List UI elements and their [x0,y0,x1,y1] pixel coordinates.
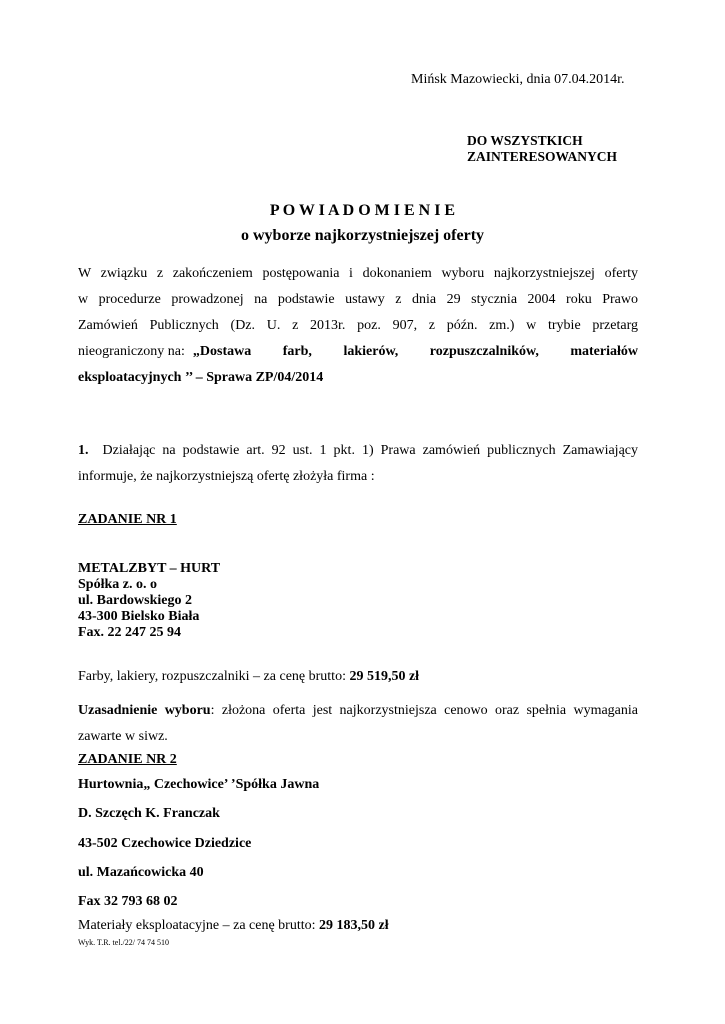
place-date: Mińsk Mazowiecki, dnia 07.04.2014r. [411,72,625,87]
section-1-number: 1. [78,443,89,458]
intro-line-1: W związku z zakończeniem postępowania i dokonaniem wyboru najkorzystniejszej oferty [78,266,638,281]
task-1-price-value: 29 519,50 zł [349,669,420,684]
recipient-line-1: DO WSZYSTKICH [467,133,583,148]
task-2-heading: ZADANIE NR 2 [78,752,177,767]
intro-line-4 [78,344,638,360]
task-1-justification-line-2: zawarte w siwz. [78,729,168,744]
intro-line-4-prefix: nieograniczony na: [78,344,185,359]
intro-line-2: w procedurze prowadzonej na podstawie ustawy z dnia 29 stycznia 2004 roku Prawo [78,292,638,307]
task-1-company-fax: Fax. 22 247 25 94 [78,625,182,640]
task-1-company-name: METALZBYT – HURT [78,561,221,576]
task-1-company-street: ul. Bardowskiego 2 [78,593,192,608]
document-subtitle: o wyborze najkorzystniejszej oferty [240,227,485,244]
task-1-company [78,561,220,641]
task-1-heading: ZADANIE NR 1 [78,512,177,527]
intro-line-3: Zamówień Publicznych (Dz. U. z 2013r. poz. 907, z późn. zm.) w trybie przetarg [78,318,638,333]
task-1-company-city: 43-300 Bielsko Biała [78,609,200,624]
task-1-price: Farby, lakiery, rozpuszczalniki – za cenę brutto: 29 519,50 zł [78,669,420,684]
task-2-company-street: ul. Mazańcowicka 40 [78,865,204,880]
task-1-company-form: Spółka z. o. o [78,577,157,592]
footer-note: Wyk. T.R. tel./22/ 74 74 510 [78,938,169,947]
document-title: P O W I A D O M I E N I E [269,202,456,219]
section-1-line-2: informuje, że najkorzystniejszą ofertę złożyła firma : [78,469,375,484]
task-2-company-owners: D. Szczęch K. Franczak [78,806,220,821]
task-2-price: Materiały eksploatacyjne – za cenę brutto: 29 183,50 zł [78,918,389,933]
justification-label: Uzasadnienie wyboru [78,703,211,718]
task-2-company-name: Hurtownia„ Czechowice’ ’Spółka Jawna [78,777,320,792]
task-1-justification-line-1: Uzasadnienie wyboru: złożona oferta jest najkorzystniejsza cenowo oraz spełnia wymagania [78,703,639,718]
task-2-company-fax: Fax 32 793 68 02 [78,894,178,909]
section-1-line-1: 1. Działając na podstawie art. 92 ust. 1 pkt. 1) Prawa zamówień publicznych Zamawiający [78,443,639,458]
tender-name: „Dostawa farb, lakierów, rozpuszczalników, materiałów [192,344,638,359]
task-2-price-value: 29 183,50 zł [319,918,389,933]
tender-name-continued: eksploatacyjnych ’’ – Sprawa ZP/04/2014 [78,370,324,385]
recipient-line-2: ZAINTERESOWANYCH [467,149,618,164]
task-2-company-city: 43-502 Czechowice Dziedzice [78,836,252,851]
